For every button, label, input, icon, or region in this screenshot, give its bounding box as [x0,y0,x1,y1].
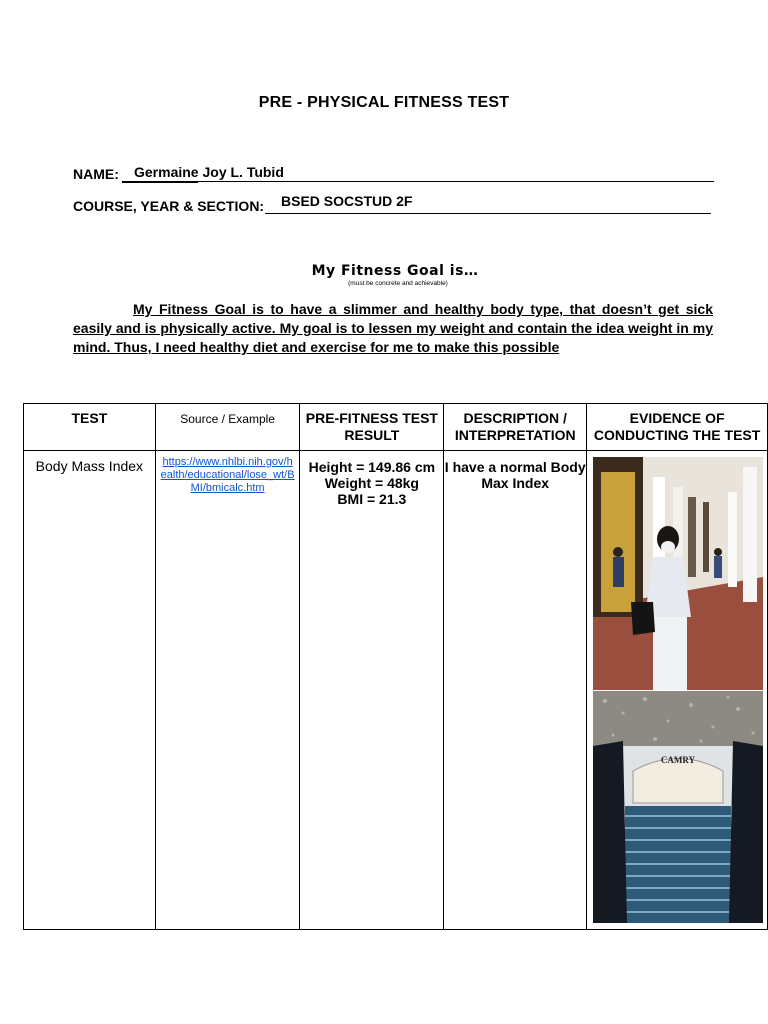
header-source: Source / Example [155,404,300,451]
header-test: TEST [24,404,156,451]
header-result-line1: PRE-FITNESS TEST [305,410,438,426]
course-label: COURSE, YEAR & SECTION: [73,198,265,214]
result-height: Height = 149.86 cm [308,459,436,475]
hallway-photo-image [593,457,763,690]
source-link[interactable]: https://www.nhlbi.nih.gov/health/educational/lose_wt/BMI/bmicalc.htm [160,456,295,494]
cell-evidence [587,451,768,930]
goal-text [73,300,713,357]
header-evidence-line2: CONDUCTING THE TEST [593,427,761,443]
header-desc-line1: DESCRIPTION / [463,410,567,426]
result-bmi: BMI = 21.3 [337,491,407,507]
table-header-row [24,404,768,451]
header-desc-line2: INTERPRETATION [454,427,576,443]
cell-result [300,451,444,930]
document-title: PRE - PHYSICAL FITNESS TEST [258,94,510,111]
cell-test: Body Mass Index [24,451,156,930]
header-result-line2: RESULT [344,427,400,443]
course-underline [265,213,711,214]
goal-text-body: My Fitness Goal is to have a slimmer and healthy body type, that doesn’t get sick easily and is physically active. My goal is to lessen my weight and contain the idea weight in my mind. Thus, I need healthy diet and exercise for me to make this possible [73,301,713,355]
name-underline [122,181,714,182]
fitness-table [23,403,768,930]
scale-photo-image [593,691,763,923]
header-evidence-line1: EVIDENCE OF [629,410,725,426]
cell-description: I have a normal Body Max Index [444,451,587,930]
header-description [444,404,587,451]
goal-title: My Fitness Goal is… [311,263,479,279]
goal-note: (must be concrete and achievable) [348,280,448,287]
result-weight: Weight = 48kg [324,475,419,491]
name-value: Germaine Joy L. Tubid [134,164,284,180]
hallway-photo [593,457,763,690]
header-result [300,404,444,451]
name-label: NAME: [73,166,119,182]
course-value: BSED SOCSTUD 2F [281,193,413,209]
scale-brand: CAMRY [661,755,696,765]
header-evidence [587,404,768,451]
scale-photo [593,691,763,923]
cell-source [155,451,300,930]
name-underline-short [122,182,198,183]
table-row [24,451,768,930]
